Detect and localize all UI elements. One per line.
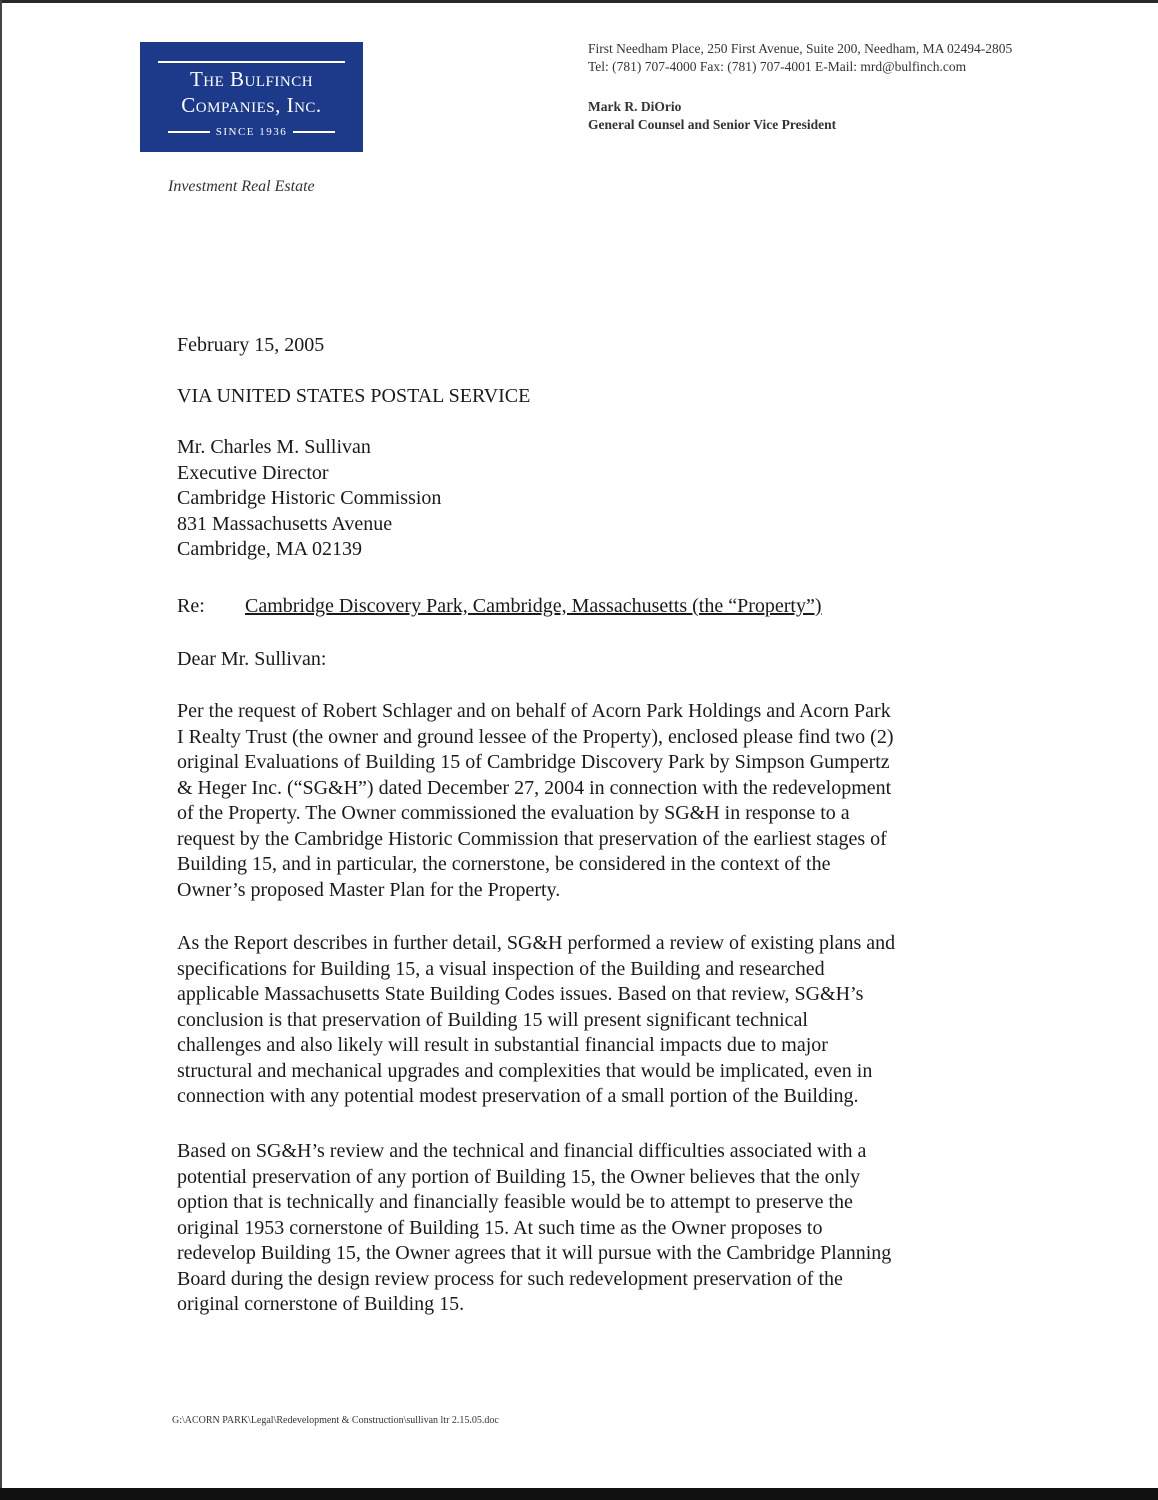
- recipient-address: [177, 435, 441, 563]
- paragraph-line: connection with any potential modest preservation of a small portion of the Building.: [177, 1085, 859, 1107]
- paragraph-line: of the Property. The Owner commissioned the evaluation by SG&H in response to a: [177, 802, 850, 824]
- paragraph-line: potential preservation of any portion of Building 15, the Owner believes that the only: [177, 1165, 861, 1188]
- recipient-name: Mr. Charles M. Sullivan: [177, 436, 371, 458]
- company-tagline: Investment Real Estate: [168, 178, 315, 195]
- letterhead-contact: [588, 40, 1012, 76]
- paragraph-3: [177, 1139, 997, 1318]
- paragraph-line: Building 15, and in particular, the cornerstone, be considered in the context of the: [177, 853, 831, 875]
- paragraph-line: structural and mechanical upgrades and complexities that would be implicated, even in: [177, 1059, 873, 1082]
- paragraph-line: original Evaluations of Building 15 of Cambridge Discovery Park by Simpson Gumpertz: [177, 751, 890, 773]
- paragraph-line: conclusion is that preservation of Building 15 will present significant technical: [177, 1008, 808, 1031]
- sender-title: General Counsel and Senior Vice President: [588, 117, 837, 132]
- paragraph-line: applicable Massachusetts State Building Codes issues. Based on that review, SG&H’s: [177, 983, 864, 1005]
- recipient-organization: Cambridge Historic Commission: [177, 487, 442, 509]
- paragraph-line: Based on SG&H’s review and the technical and financial difficulties associated with a: [177, 1140, 867, 1162]
- paragraph-line: Per the request of Robert Schlager and on behalf of Acorn Park Holdings and Acorn Park: [177, 700, 891, 722]
- logo-line-2: Companies, Inc.: [181, 93, 322, 117]
- paragraph-line: request by the Cambridge Historic Commission that preservation of the earliest stages of: [177, 827, 887, 850]
- logo-since-text: SINCE 1936: [215, 126, 288, 138]
- paragraph-1: [177, 699, 997, 903]
- paragraph-line: I Realty Trust (the owner and ground lessee of the Property), enclosed please find two (2): [177, 725, 894, 748]
- logo-rule: [158, 61, 345, 63]
- scan-edge-left: [0, 0, 2, 1500]
- letterhead-phone-email: Tel: (781) 707-4000 Fax: (781) 707-4001 E-Mail: mrd@bulfinch.com: [588, 59, 967, 74]
- recipient-street: 831 Massachusetts Avenue: [177, 512, 393, 535]
- letterhead-sender: [588, 98, 836, 134]
- scan-edge-top: [0, 0, 1158, 3]
- recipient-title: Executive Director: [177, 461, 329, 484]
- logo-since-rule-left: [168, 131, 210, 133]
- paragraph-line: specifications for Building 15, a visual inspection of the Building and researched: [177, 957, 825, 980]
- sender-name: Mark R. DiOrio: [588, 99, 682, 114]
- company-logo: [140, 42, 363, 152]
- scan-edge-bottom: [0, 1488, 1158, 1500]
- logo-company-name: [140, 66, 363, 118]
- paragraph-line: Board during the design review process for such redevelopment preservation of the: [177, 1267, 843, 1290]
- paragraph-line: As the Report describes in further detail, SG&H performed a review of existing plans and: [177, 932, 896, 954]
- paragraph-line: Owner’s proposed Master Plan for the Property.: [177, 878, 561, 901]
- document-file-path: G:\ACORN PARK\Legal\Redevelopment & Construction\sullivan ltr 2.15.05.doc: [172, 1415, 499, 1426]
- logo-since-row: [140, 124, 363, 140]
- salutation: Dear Mr. Sullivan:: [177, 648, 327, 670]
- logo-since-rule-right: [293, 131, 335, 133]
- paragraph-line: original cornerstone of Building 15.: [177, 1293, 465, 1315]
- paragraph-line: challenges and also likely will result in substantial financial impacts due to major: [177, 1034, 828, 1056]
- letter-date: February 15, 2005: [177, 334, 325, 356]
- paragraph-line: original 1953 cornerstone of Building 15. At such time as the Owner proposes to: [177, 1216, 823, 1239]
- subject-text: Cambridge Discovery Park, Cambridge, Massachusetts (the “Property”): [245, 595, 822, 617]
- letterhead-address: First Needham Place, 250 First Avenue, Suite 200, Needham, MA 02494-2805: [588, 41, 1013, 56]
- logo-line-1: The Bulfinch: [189, 67, 314, 91]
- paragraph-2: [177, 931, 997, 1110]
- recipient-city: Cambridge, MA 02139: [177, 538, 362, 560]
- paragraph-line: option that is technically and financially feasible would be to attempt to preserve the: [177, 1191, 853, 1213]
- subject-label: Re:: [177, 595, 205, 617]
- subject-line: [177, 594, 937, 620]
- paragraph-line: & Heger Inc. (“SG&H”) dated December 27, 2004 in connection with the redevelopment: [177, 776, 892, 799]
- delivery-method: VIA UNITED STATES POSTAL SERVICE: [177, 385, 531, 407]
- paragraph-line: redevelop Building 15, the Owner agrees that it will pursue with the Cambridge Planning: [177, 1242, 892, 1264]
